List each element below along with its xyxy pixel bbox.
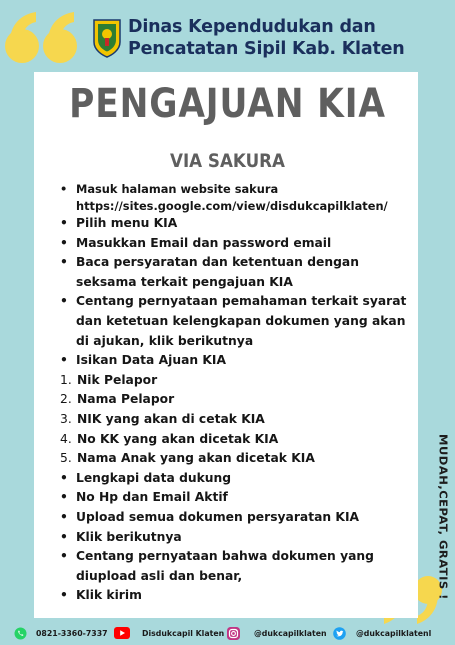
- list-item: [60, 390, 408, 410]
- step-text: Isikan Data Ajuan KIA: [76, 353, 227, 368]
- bullet-marker: •: [60, 255, 68, 270]
- agency-title: Dinas Kependudukan dan Pencatatan Sipil Kab. Klaten: [128, 17, 405, 59]
- youtube-channel[interactable]: Disdukcapil Klaten: [142, 629, 225, 638]
- list-item: [60, 430, 408, 450]
- number-marker: 4.: [60, 431, 72, 446]
- list-item: [60, 547, 408, 586]
- whatsapp-number[interactable]: 0821-3360-7337: [36, 629, 108, 638]
- step-text: di ajukan, klik berikutnya: [76, 333, 254, 348]
- youtube-icon: [114, 627, 130, 639]
- bullet-marker: •: [60, 182, 68, 196]
- step-text: No KK yang akan dicetak KIA: [77, 431, 279, 446]
- step-text: NIK yang akan di cetak KIA: [77, 411, 265, 426]
- step-text: Lengkapi data dukung: [76, 470, 232, 485]
- step-text: Klik kirim: [76, 588, 142, 603]
- step-text: Nama Pelapor: [77, 392, 175, 407]
- bullet-marker: •: [60, 588, 68, 603]
- slogan-text: MUDAH,CEPAT, GRATIS !: [436, 434, 450, 600]
- step-text: Pilih menu KIA: [76, 216, 178, 230]
- bullet-marker: •: [60, 294, 68, 309]
- list-item: [60, 351, 408, 371]
- step-text: No Hp dan Email Aktif: [76, 490, 228, 505]
- step-text: Baca persyaratan dan ketentuan dengan: [76, 255, 359, 270]
- number-marker: 3.: [60, 411, 72, 426]
- bullet-marker: •: [60, 549, 68, 564]
- instagram-icon: [227, 627, 240, 640]
- steps-list: [60, 181, 408, 606]
- list-item: [60, 371, 408, 391]
- step-text: Nik Pelapor: [77, 372, 158, 387]
- step-text: diupload asli dan benar,: [76, 568, 243, 583]
- klaten-emblem-logo: [92, 18, 122, 58]
- website-link[interactable]: https://sites.google.com/view/disdukcapilklaten/: [76, 198, 388, 213]
- bullet-marker: •: [60, 509, 68, 524]
- social-footer: [0, 622, 455, 645]
- bullet-marker: •: [60, 216, 68, 230]
- step-text: Upload semua dokumen persyaratan KIA: [76, 509, 360, 524]
- list-item: [60, 410, 408, 430]
- list-item: [60, 528, 408, 548]
- step-text: Masukkan Email dan password email: [76, 235, 332, 250]
- list-item: [60, 181, 408, 214]
- list-item: [60, 508, 408, 528]
- step-text: Centang pernyataan pemahaman terkait syarat: [76, 294, 407, 309]
- page-subtitle: VIA SAKURA: [170, 150, 285, 172]
- step-text: Nama Anak yang akan dicetak KIA: [77, 451, 315, 466]
- step-text: Centang pernyataan bahwa dokumen yang: [76, 549, 374, 564]
- list-item: [60, 488, 408, 508]
- list-item: [60, 234, 408, 254]
- page-title: PENGAJUAN KIA: [69, 81, 386, 127]
- step-text: dan ketetuan kelengkapan dokumen yang akan: [76, 313, 406, 328]
- list-item: [60, 449, 408, 469]
- twitter-icon: [333, 627, 346, 640]
- step-text: Klik berikutnya: [76, 529, 182, 544]
- list-item: [60, 214, 408, 234]
- list-item: [60, 586, 408, 606]
- whatsapp-icon: [14, 627, 27, 640]
- number-marker: 1.: [60, 372, 72, 387]
- list-item: [60, 253, 408, 292]
- bullet-marker: •: [60, 235, 68, 250]
- twitter-handle[interactable]: @dukcapilklatenl: [356, 629, 432, 638]
- list-item: [60, 292, 408, 351]
- step-text: Masuk halaman website sakura: [76, 182, 279, 196]
- number-marker: 2.: [60, 392, 72, 407]
- bullet-marker: •: [60, 529, 68, 544]
- list-item: [60, 469, 408, 489]
- bullet-marker: •: [60, 353, 68, 368]
- bullet-marker: •: [60, 490, 68, 505]
- step-text: seksama terkait pengajuan KIA: [76, 274, 293, 289]
- instagram-handle[interactable]: @dukcapilklaten: [254, 629, 327, 638]
- bullet-marker: •: [60, 470, 68, 485]
- number-marker: 5.: [60, 451, 72, 466]
